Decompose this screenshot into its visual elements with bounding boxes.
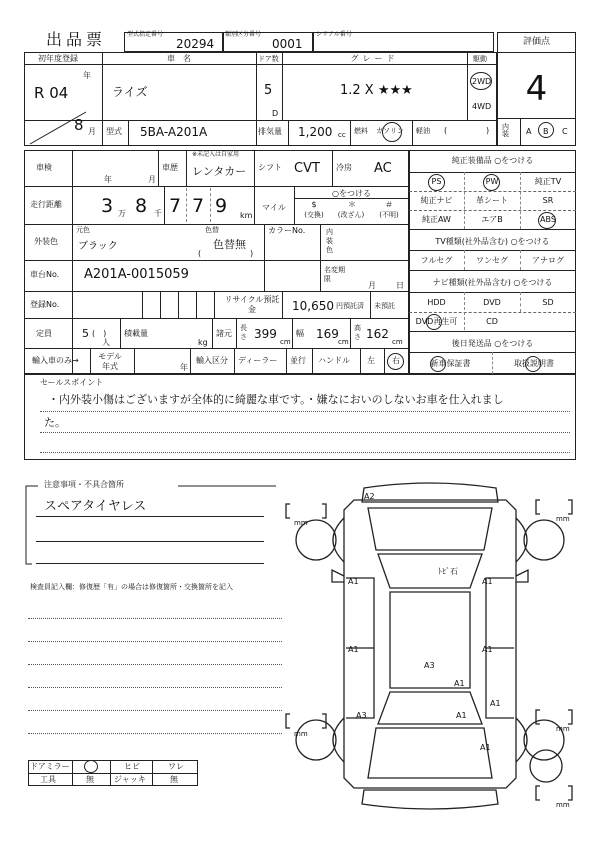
notes-line-1: スペアタイヤレス: [44, 499, 147, 514]
navi-sd: SD: [542, 298, 554, 307]
recycle-status: 未預託: [374, 302, 395, 310]
model-label: 型式: [106, 127, 122, 136]
mm-label-rr: mm: [556, 725, 570, 733]
sales-line-1: ・内外装小傷はございますが全体的に綺麗な車です。・嫌なにおいのしないお車を仕入れまし: [48, 393, 504, 406]
odo-man: 万: [118, 209, 126, 218]
paint-paren-close: ): [250, 249, 254, 258]
deadline-label: 名変期限: [324, 266, 345, 283]
sales-label: セールスポイント: [40, 378, 104, 387]
len-unit: cm: [280, 338, 291, 346]
odo-digit-4: 7: [191, 195, 205, 217]
navi-tick-text: ○をつける: [513, 278, 553, 287]
equip-title: [409, 157, 576, 165]
navi-dvd-play: DVD再生可: [415, 317, 458, 326]
mile-label: マイル: [262, 203, 286, 212]
fuel-circle: [382, 122, 402, 142]
cool-label: 冷房: [336, 163, 352, 172]
recycle-label: リサイクル預託金: [224, 295, 280, 314]
details-box: [24, 150, 409, 374]
inspector-line: [28, 710, 282, 711]
dvd-play-circle: [426, 314, 442, 330]
inspector-line: [28, 664, 282, 665]
w-label: 幅: [296, 329, 304, 338]
damage-mark-a3: A3: [424, 661, 435, 670]
tv-full: フルセグ: [420, 256, 453, 265]
check-label-tamper: (改ざん): [337, 211, 365, 219]
doors-label: ドア数: [258, 55, 279, 63]
orig-color-label: 元色: [76, 226, 90, 234]
equip-sr: SR: [542, 196, 554, 205]
abs-circle: [538, 212, 556, 229]
mileage-label: 走行距離: [30, 200, 62, 209]
h-value: 162: [366, 327, 389, 341]
ware-label: ワレ: [168, 762, 184, 771]
notes-label: 注意事項・不具合箇所: [44, 480, 124, 489]
equip-aw: 純正AW: [422, 215, 451, 224]
load-label: 積載量: [124, 329, 148, 338]
orig-color: ブラック: [78, 241, 118, 252]
equip-navi: 純正ナビ: [420, 196, 453, 205]
check-dollar: $: [311, 200, 317, 209]
later-tick-text: ○をつける: [494, 339, 534, 348]
interior-b-circle: [538, 122, 554, 138]
score-label: 評価点: [522, 37, 550, 47]
mm-label-fl: mm: [294, 519, 308, 527]
interior-a: A: [526, 127, 532, 136]
capacity-paren: ( ): [92, 329, 107, 338]
equip-tv: 純正TV: [534, 177, 562, 186]
cert-label: 型式指定番号: [127, 31, 164, 38]
first-reg-month: 8: [74, 116, 84, 134]
inspector-line: [28, 733, 282, 734]
inspection-year-unit: 年: [104, 175, 112, 184]
oil-paren: (: [444, 126, 448, 135]
handle-label: ハンドル: [318, 356, 350, 365]
mirror-label: ドアミラー: [30, 762, 70, 771]
odo-digit-1: 3: [100, 195, 114, 217]
disp-value: 1,200: [298, 125, 333, 139]
equip-leather: 革シート: [476, 196, 508, 205]
navi-title-text: ナビ種類: [432, 278, 465, 287]
navi-cd: CD: [486, 317, 498, 326]
model-year-label: モデル年式: [98, 352, 122, 371]
inner-color-label: 内装色: [326, 228, 333, 254]
manual-circle: [525, 356, 541, 372]
reg-label: 登録No.: [30, 300, 60, 309]
tv-note-text: (社外品含む): [461, 237, 509, 246]
disp-label: 排気量: [258, 127, 282, 136]
drive-2wd: 2WD: [472, 77, 492, 86]
mm-label-rl: mm: [294, 730, 308, 738]
equip-abs: ABS: [540, 215, 556, 224]
tv-title-text: TV種類: [435, 237, 462, 246]
spec-label: 諸元: [216, 329, 232, 338]
equip-ps: PS: [431, 177, 442, 186]
ps-circle: [428, 174, 445, 191]
damage-mark-chip: ﾄﾋﾞ石: [438, 567, 458, 576]
mm-label-fr: mm: [556, 515, 570, 523]
history-value: レンタカー: [192, 165, 247, 178]
import-class-label: 輸入区分: [196, 356, 228, 365]
tool-label: 工具: [40, 775, 56, 784]
w-value: 169: [316, 327, 339, 341]
damage-mark-a1: A1: [482, 645, 493, 654]
navi-title: [409, 279, 576, 287]
mm-label-spare: mm: [556, 801, 570, 809]
outer-color-label: 外装色: [34, 237, 58, 246]
fuel-value: ガソリン: [376, 127, 404, 135]
h-unit: cm: [392, 338, 403, 346]
inspector-line: [28, 641, 282, 642]
grade-label: グレード: [350, 54, 399, 63]
shift-value: CVT: [294, 161, 320, 176]
model-value: 5BA-A201A: [140, 125, 208, 139]
chassis-value: A201A-0015059: [84, 267, 189, 282]
history-label: 車歴: [162, 163, 178, 172]
check-star: ＊: [348, 200, 356, 209]
inspector-label: 検査員記入欄：修復歴「有」の場合は修復箇所・交換箇所を記入: [30, 583, 233, 591]
score-value: 4: [525, 69, 548, 109]
color-code-label: カラーNo.: [268, 226, 306, 235]
handle-left: 左: [367, 356, 375, 365]
drive-label: 駆動: [473, 55, 487, 63]
tv-tick-text: ○をつける: [510, 237, 550, 246]
drive-2wd-circle: [470, 72, 492, 90]
chassis-label: 車台No.: [30, 270, 60, 279]
navi-hdd: HDD: [427, 298, 446, 307]
jack-value: 無: [170, 775, 178, 784]
capacity-unit: 人: [102, 338, 110, 347]
parallel-option: 並行: [290, 356, 306, 365]
check-label-swap: (交換): [304, 211, 324, 219]
inspector-line: [28, 618, 282, 619]
sales-point-box: [24, 374, 576, 460]
inspector-line: [28, 687, 282, 688]
tv-title: [409, 238, 576, 246]
paint-paren-open: (: [198, 249, 202, 258]
damage-mark-a1: A1: [454, 679, 465, 688]
oil-label: 軽油: [416, 127, 430, 135]
door-d: D: [272, 109, 279, 118]
later-title-text: 後日発送品: [451, 339, 492, 348]
door-count: 5: [264, 83, 273, 98]
form-title: 出品票: [46, 30, 107, 49]
navi-note-text: (社外品含む): [464, 278, 511, 287]
cert-number: 20294: [176, 37, 215, 51]
class-label: 類別区分番号: [225, 31, 262, 38]
deadline-month: 月: [368, 281, 376, 290]
serial-label: シリアル番号: [316, 31, 352, 38]
dealer-option: ディーラー: [238, 356, 278, 365]
history-note: ※未記入は自家用: [192, 151, 240, 158]
car-damage-diagram: [284, 478, 576, 818]
check-hash: ＃: [385, 200, 393, 209]
month-unit: 月: [88, 127, 96, 136]
load-unit: kg: [198, 338, 208, 347]
navi-dvd: DVD: [483, 298, 501, 307]
odo-sen: 千: [154, 209, 162, 218]
car-name: ライズ: [112, 85, 148, 99]
recycle-unit: 円預託済: [336, 302, 364, 310]
capacity-label: 定員: [36, 329, 52, 338]
fuel-label: 燃料: [354, 127, 368, 135]
damage-mark-a3: A3: [356, 711, 367, 720]
damage-mark-a1: A1: [348, 645, 359, 654]
deadline-day: 日: [396, 281, 404, 290]
paint-value: 色替無: [213, 238, 246, 251]
equip-pw: PW: [485, 177, 499, 186]
tv-oneseg: ワンセグ: [476, 256, 508, 265]
handle-right-circle: [387, 353, 404, 370]
interior-label: 内装: [502, 123, 509, 138]
equip-tick-text: ○をつける: [494, 156, 534, 165]
oil-paren-close: ): [486, 126, 490, 135]
paint-label: 色替: [205, 226, 219, 234]
damage-mark-a1: A1: [480, 743, 491, 752]
check-label-unknown: (不明): [379, 211, 399, 219]
sales-line-2: た。: [44, 416, 66, 429]
name-label: 車 名: [167, 54, 191, 63]
year-unit: 年: [83, 71, 91, 80]
h-label: 高さ: [354, 324, 361, 341]
inspection-label: 車検: [36, 163, 52, 172]
damage-mark-a1: A1: [490, 699, 501, 708]
damage-mark-a2: A2: [364, 492, 375, 501]
odo-km: km: [240, 211, 253, 220]
tick-header: ○をつける: [332, 189, 371, 198]
capacity-value: 5: [82, 327, 89, 340]
handle-right: 右: [392, 356, 400, 365]
equip-title-text: 純正装備品: [451, 156, 492, 165]
notes-bracket: [22, 478, 282, 568]
class-number: 0001: [272, 37, 303, 51]
recycle-value: 10,650: [292, 299, 334, 313]
grade-value: 1.2 X ★★★: [340, 83, 413, 98]
interior-b: B: [543, 127, 549, 136]
inspection-month-unit: 月: [148, 175, 156, 184]
w-unit: cm: [338, 338, 349, 346]
len-label: 長さ: [240, 324, 247, 341]
later-title: [409, 340, 576, 348]
jack-label: ジャッキ: [114, 775, 146, 784]
equip-airbag: エアB: [481, 215, 503, 224]
later-warranty: 新車保証書: [430, 359, 471, 368]
cool-value: AC: [374, 161, 392, 176]
interior-c: C: [562, 127, 568, 136]
import-year-unit: 年: [180, 363, 188, 372]
year-label: 初年度登録: [38, 54, 78, 63]
tv-analog: アナログ: [532, 256, 564, 265]
damage-mark-a1: A1: [482, 577, 493, 586]
first-reg-year: R 04: [34, 84, 69, 102]
later-manual: 取扱説明書: [514, 359, 554, 368]
tool-value: 無: [86, 775, 94, 784]
odo-digit-2: 8: [134, 195, 148, 217]
disp-unit: cc: [338, 131, 346, 139]
pw-circle: [483, 174, 500, 191]
damage-mark-a1: A1: [456, 711, 467, 720]
damage-mark-a1: A1: [348, 577, 359, 586]
mirror-circle: [84, 760, 98, 773]
odo-digit-3: 7: [168, 195, 182, 217]
hibi-label: ヒビ: [124, 762, 140, 771]
shift-label: シフト: [258, 163, 282, 172]
len-value: 399: [254, 327, 277, 341]
odo-digit-5: 9: [214, 195, 228, 217]
drive-4wd: 4WD: [472, 102, 492, 111]
import-label: 輸入車のみ→: [32, 356, 79, 365]
warranty-circle: [430, 356, 446, 372]
